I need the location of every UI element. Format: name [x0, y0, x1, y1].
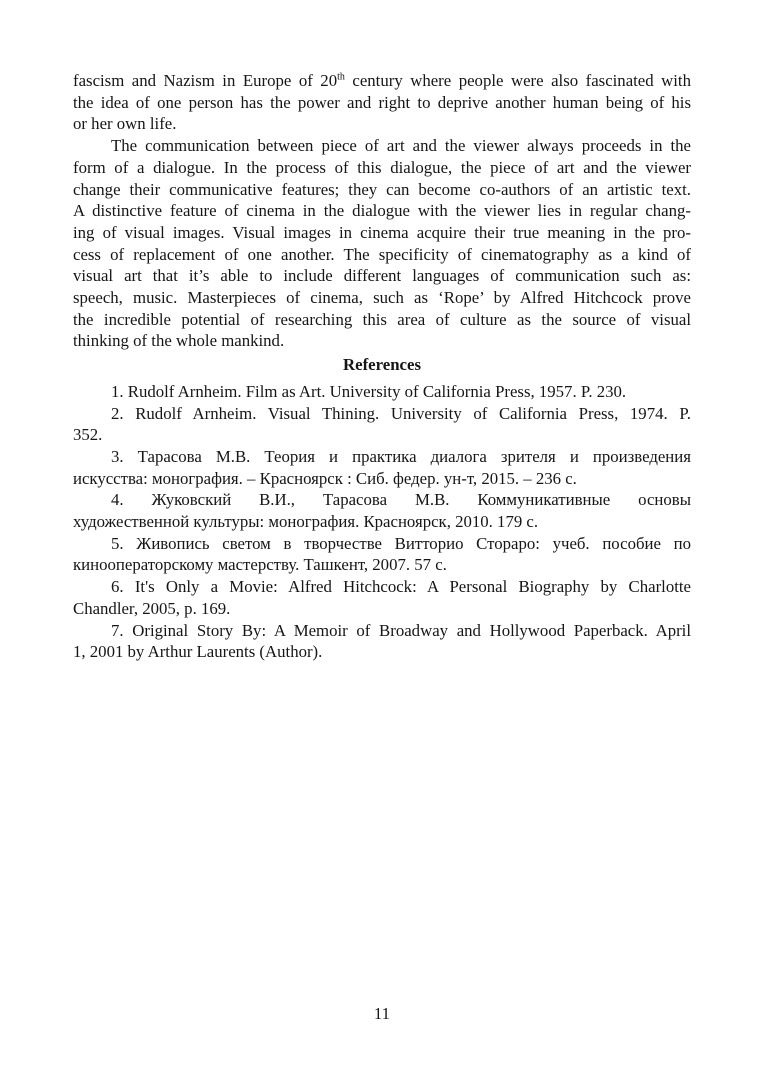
- text-line: speech, music. Masterpieces of cinema, such as ‘Rope’ by Alfred Hitchcock prove: [73, 288, 691, 308]
- text-line: кинооператорскому мастерству. Ташкент, 2007. 57 с.: [73, 555, 447, 575]
- text-line: or her own life.: [73, 114, 177, 134]
- reference-item-1: [73, 381, 691, 403]
- text-line: thinking of the whole mankind.: [73, 331, 285, 351]
- reference-item-4: [73, 489, 691, 532]
- text-line: visual art that it’s able to include different languages of communication such as:: [73, 266, 691, 286]
- text-line: the idea of one person has the power and right to deprive another human being of his: [73, 92, 691, 112]
- superscript-ordinal: th: [337, 71, 345, 83]
- references-heading: References: [343, 355, 421, 375]
- text-line: [73, 70, 691, 92]
- page-content: [73, 70, 691, 663]
- text-line: 3. Тарасова М.В. Теория и практика диалога зрителя и произведения: [111, 446, 691, 466]
- text-line: cess of replacement of one another. The specificity of cinematography as a kind of: [73, 244, 691, 264]
- page-number: 11: [373, 1004, 391, 1023]
- text-segment: fascism and Nazism in Europe of 20: [73, 71, 338, 90]
- text-line: form of a dialogue. In the process of this dialogue, the piece of art and the viewer: [73, 157, 691, 177]
- reference-item-7: [73, 620, 691, 663]
- text-line: change their communicative features; they can become co-authors of an artistic text.: [73, 179, 691, 199]
- text-line: художественной культуры: монография. Красноярск, 2010. 179 с.: [73, 512, 539, 532]
- text-segment: century where people were also fascinated with: [344, 71, 691, 90]
- reference-item-6: [73, 576, 691, 619]
- text-line: 352.: [73, 425, 103, 445]
- text-line: 2. Rudolf Arnheim. Visual Thining. University of California Press, 1974. P.: [111, 403, 691, 423]
- text-line: 6. It's Only a Movie: Alfred Hitchcock: A Personal Biography by Charlotte: [111, 577, 691, 597]
- text-line: ing of visual images. Visual images in cinema acquire their true meaning in the pro-: [73, 222, 691, 242]
- reference-item-3: [73, 446, 691, 489]
- text-line: 4. Жуковский В.И., Тарасова М.В. Коммуникативные основы: [111, 490, 691, 510]
- text-line: A distinctive feature of cinema in the dialogue with the viewer lies in regular chang-: [73, 201, 691, 221]
- text-line: Chandler, 2005, p. 169.: [73, 598, 231, 618]
- text-line: искусства: монография. – Красноярск : Сиб. федер. ун-т, 2015. – 236 с.: [73, 468, 577, 488]
- text-line: The communication between piece of art and the viewer always proceeds in the: [111, 136, 691, 156]
- paragraph-1: [73, 70, 691, 135]
- text-line: 1. Rudolf Arnheim. Film as Art. University of California Press, 1957. P. 230.: [111, 381, 627, 401]
- text-line: the incredible potential of researching this area of culture as the source of visual: [73, 309, 691, 329]
- text-line: 7. Original Story By: A Memoir of Broadway and Hollywood Paperback. April: [111, 620, 691, 640]
- text-line: 5. Живопись светом в творчестве Витторио Стораро: учеб. пособие по: [111, 533, 691, 553]
- reference-item-2: [73, 403, 691, 446]
- text-line: 1, 2001 by Arthur Laurents (Author).: [73, 642, 323, 662]
- reference-item-5: [73, 533, 691, 576]
- paragraph-2: [73, 135, 691, 352]
